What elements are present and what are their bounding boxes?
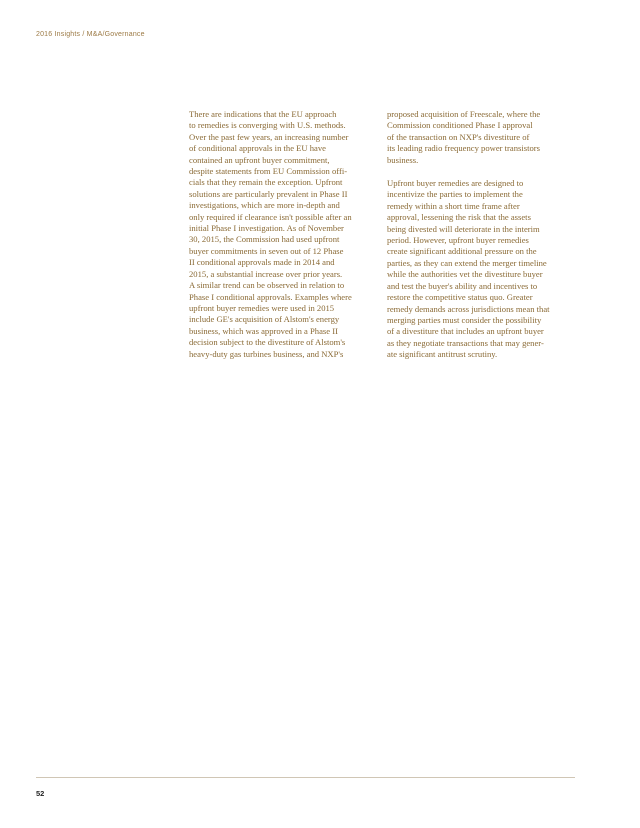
text-line: approval, lessening the risk that the assets [387,212,531,223]
text-line: merging parties must consider the possibility [387,314,542,325]
text-line: decision subject to the divestiture of Alstom's [189,337,346,348]
text-line: create significant additional pressure on the [387,246,537,257]
paragraph-eu-remedies [189,109,380,360]
text-line: A similar trend can be observed in relation to [189,280,345,291]
text-line: Commission conditioned Phase I approval [387,120,533,131]
text-line: 30, 2015, the Commission had used upfront [189,234,340,245]
text-line: heavy-duty gas turbines business, and NXP's [189,348,344,359]
page-number: 52 [36,789,45,798]
text-line: investigations, which are more in-depth and [189,200,340,211]
text-line: proposed acquisition of Freescale, where the [387,109,541,119]
text-line: Upfront buyer remedies are designed to [387,178,524,189]
text-line: of a divestiture that includes an upfront buyer [387,326,544,337]
text-line: Phase I conditional approvals. Examples where [189,291,352,302]
text-line: business, which was approved in a Phase II [189,325,338,336]
text-line: Over the past few years, an increasing number [189,131,349,142]
text-line: only required if clearance isn't possible after an [189,211,352,222]
text-line: to remedies is converging with U.S. methods. [189,120,346,131]
text-line: II conditional approvals made in 2014 and [189,257,335,268]
text-line: and test the buyer's ability and incentives to [387,280,538,291]
text-line: buyer commitments in seven out of 12 Phase [189,245,344,256]
footer-divider [36,777,575,778]
text-line: while the authorities vet the divestiture buyer [387,269,543,280]
paragraph-freescale-continuation [387,109,578,166]
text-line: of conditional approvals in the EU have [189,143,326,154]
text-line: restore the competitive status quo. Greater [387,292,533,303]
text-line: include GE's acquisition of Alstom's energy [189,314,340,325]
text-line: parties, as they can extend the merger timeline [387,257,547,268]
text-line: solutions are particularly prevalent in Phase II [189,188,348,199]
text-line: period. However, upfront buyer remedies [387,235,529,246]
text-line: being divested will deteriorate in the interim [387,223,540,234]
text-line: There are indications that the EU approach [189,109,337,119]
text-line: despite statements from EU Commission offi- [189,166,348,177]
text-line: 2015, a substantial increase over prior years. [189,268,343,279]
body-column-left [189,109,380,372]
paragraph-upfront-buyer-remedies [387,178,578,361]
text-line: incentivize the parties to implement the [387,189,523,200]
body-column-right [387,109,578,373]
text-line: as they negotiate transactions that may gener- [387,337,544,348]
text-line: ate significant antitrust scrutiny. [387,349,498,360]
text-line: cials that they remain the exception. Upfront [189,177,343,188]
text-line: remedy within a short time frame after [387,200,520,211]
text-line: initial Phase I investigation. As of November [189,223,344,234]
text-line: upfront buyer remedies were used in 2015 [189,302,335,313]
text-line: business. [387,154,419,165]
text-line: contained an upfront buyer commitment, [189,154,330,165]
text-line: remedy demands across jurisdictions mean that [387,303,550,314]
text-line: its leading radio frequency power transistors [387,143,540,154]
text-line: of the transaction on NXP's divestiture of [387,131,530,142]
running-header: 2016 Insights / M&A/Governance [36,31,145,38]
